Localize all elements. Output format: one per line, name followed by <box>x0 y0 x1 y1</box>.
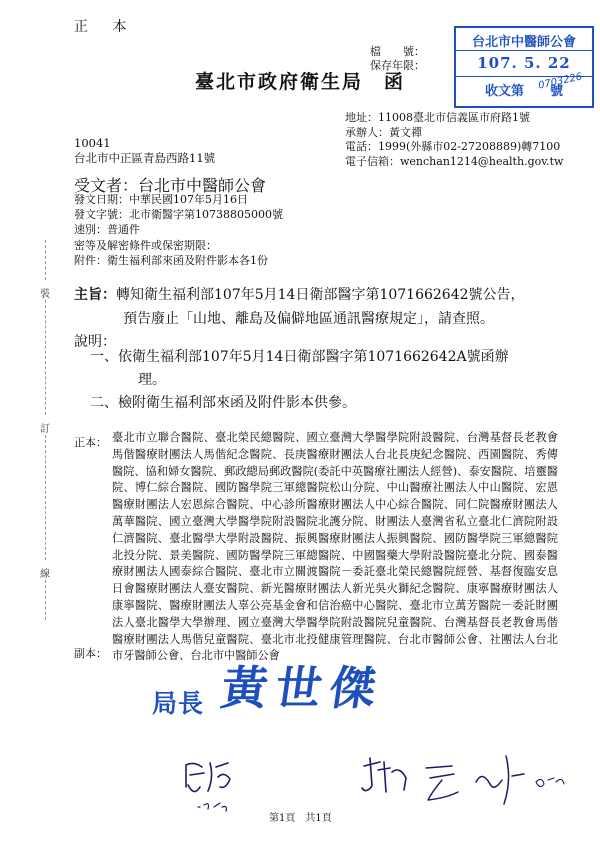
explanation-item-1-cont: 理。 <box>138 372 166 388</box>
binding-mark-middle: 訂 <box>40 424 50 435</box>
stamp-date: 107. 5. 22 <box>477 54 571 72</box>
stamp-received-label: 收文第 號 <box>484 84 563 99</box>
subject-line-2: 預告廢止「山地、離島及偏僻地區通訊醫療規定」，請查照。 <box>123 311 494 327</box>
page-number: 第1頁 共1頁 <box>269 813 332 824</box>
director-title: 局長 <box>152 689 205 718</box>
document-info <box>74 192 283 268</box>
stamp-handwritten-number: 0703226 <box>537 71 584 92</box>
attachment: 附件：衛生福利部來函及附件影本各1份 <box>74 253 268 267</box>
delivery-speed: 速別：普通件 <box>74 223 140 237</box>
subject-label: 主旨： <box>74 287 116 303</box>
handwritten-initial-signature <box>180 757 250 817</box>
original-recipients-list: 臺北市立聯合醫院、臺北榮民總醫院、國立臺灣大學醫學院附設醫院、台灣基督長老教會馬偕醫療財團法人馬偕紀念醫院、長庚醫療財團法人台北長庚紀念醫院、西園醫院、秀傳醫院、協和婦女醫院、郵政總局郵政醫院(委託中英醫療社團法人經營)、泰安醫院、培靈醫院、博仁綜合醫院、國防醫學院三軍總醫院松山分院、中山醫療社團法人中山醫院、宏恩醫療財團法人宏恩綜合醫院、中心診所醫療財團法人中心綜合醫院、同仁院醫療財團法人萬華醫院、國立臺灣大學醫學院附設醫院北護分院、財團法人臺灣省私立臺北仁濟院附設仁濟醫院、臺北醫學大學附設醫院、振興醫療財團法人振興醫院、國防醫學院三軍總醫院北投分院、景美醫院、國防醫學院三軍總醫院、中國醫藥大學附設醫院臺北分院、國泰醫療財團法人國泰綜合醫院、臺北市立關渡醫院－委託臺北榮民總醫院經營、基督復臨安息日會醫療財團法人臺安醫院、新光醫療財團法人新光吳火獅紀念醫院、康寧醫療財團法人康寧醫院、醫療財團法人辜公亮基金會和信治癌中心醫院、臺北市立萬芳醫院－委託財團法人臺北醫學大學辦理、國立臺灣大學醫學院附設醫院兒童醫院、台灣基督長老教會馬偕醫療財團法人馬偕兒童醫院、臺北市北投健康管理醫院、台北市醫師公會、社團法人台北市牙醫師公會、台北市中醫師公會 <box>112 431 558 663</box>
postcode: 10041 <box>74 136 111 150</box>
issue-date: 發文日期：中華民國107年5月16日 <box>74 193 248 206</box>
subject-line-1: 轉知衛生福利部107年5月14日衛部醫字第1071662642號公告， <box>116 287 525 303</box>
retention-period-label: 保存年限： <box>370 59 425 72</box>
original-recipients-label: 正本： <box>74 436 107 449</box>
handwritten-approval-signature <box>356 752 576 812</box>
document-title: 臺北市政府衛生局 函 <box>194 71 405 93</box>
explanation-item-2: 二、檢附衛生福利部來函及附件影本供參。 <box>90 395 356 411</box>
contact-handler: 承辦人：黃文禪 <box>345 125 422 139</box>
director-name: 黃世傑 <box>217 661 388 715</box>
security-level: 密等及解密條件或保密期限： <box>74 238 217 252</box>
explanation-items <box>90 346 570 415</box>
document-number: 發文字號：北市衛醫字第10738805000號 <box>74 208 283 222</box>
contact-phone: 電話：1999(外縣市02-27208889)轉7100 <box>345 140 561 153</box>
contact-email: 電子信箱：wenchan1214@health.gov.tw <box>345 154 564 168</box>
street-address: 台北市中正區青島西路11號 <box>74 151 216 165</box>
binding-mark-bottom: 線 <box>40 569 50 580</box>
binding-line-end <box>45 580 46 620</box>
file-number-label: 檔 號： <box>370 45 425 58</box>
binding-line-bottom <box>45 435 46 560</box>
recipient: 受文者：台北市中醫師公會 <box>74 176 267 195</box>
contact-block <box>345 111 563 169</box>
explanation-item-1: 一、依衛生福利部107年5月14日衛部醫字第1071662642A號函辦 <box>90 349 509 365</box>
stamp-organization: 台北市中醫師公會 <box>471 35 576 50</box>
binding-mark-top: 裝 <box>40 289 50 300</box>
binding-line-top <box>45 240 46 280</box>
copy-recipients-label: 副本： <box>74 647 107 660</box>
explanation-label: 說明： <box>74 334 116 350</box>
subject <box>74 283 525 331</box>
binding-line-mid <box>45 300 46 415</box>
original-copy-mark: 正 本 <box>74 19 137 35</box>
recipient-address <box>74 136 215 166</box>
contact-address: 地址：11008臺北市信義區市府路1號 <box>345 111 530 124</box>
